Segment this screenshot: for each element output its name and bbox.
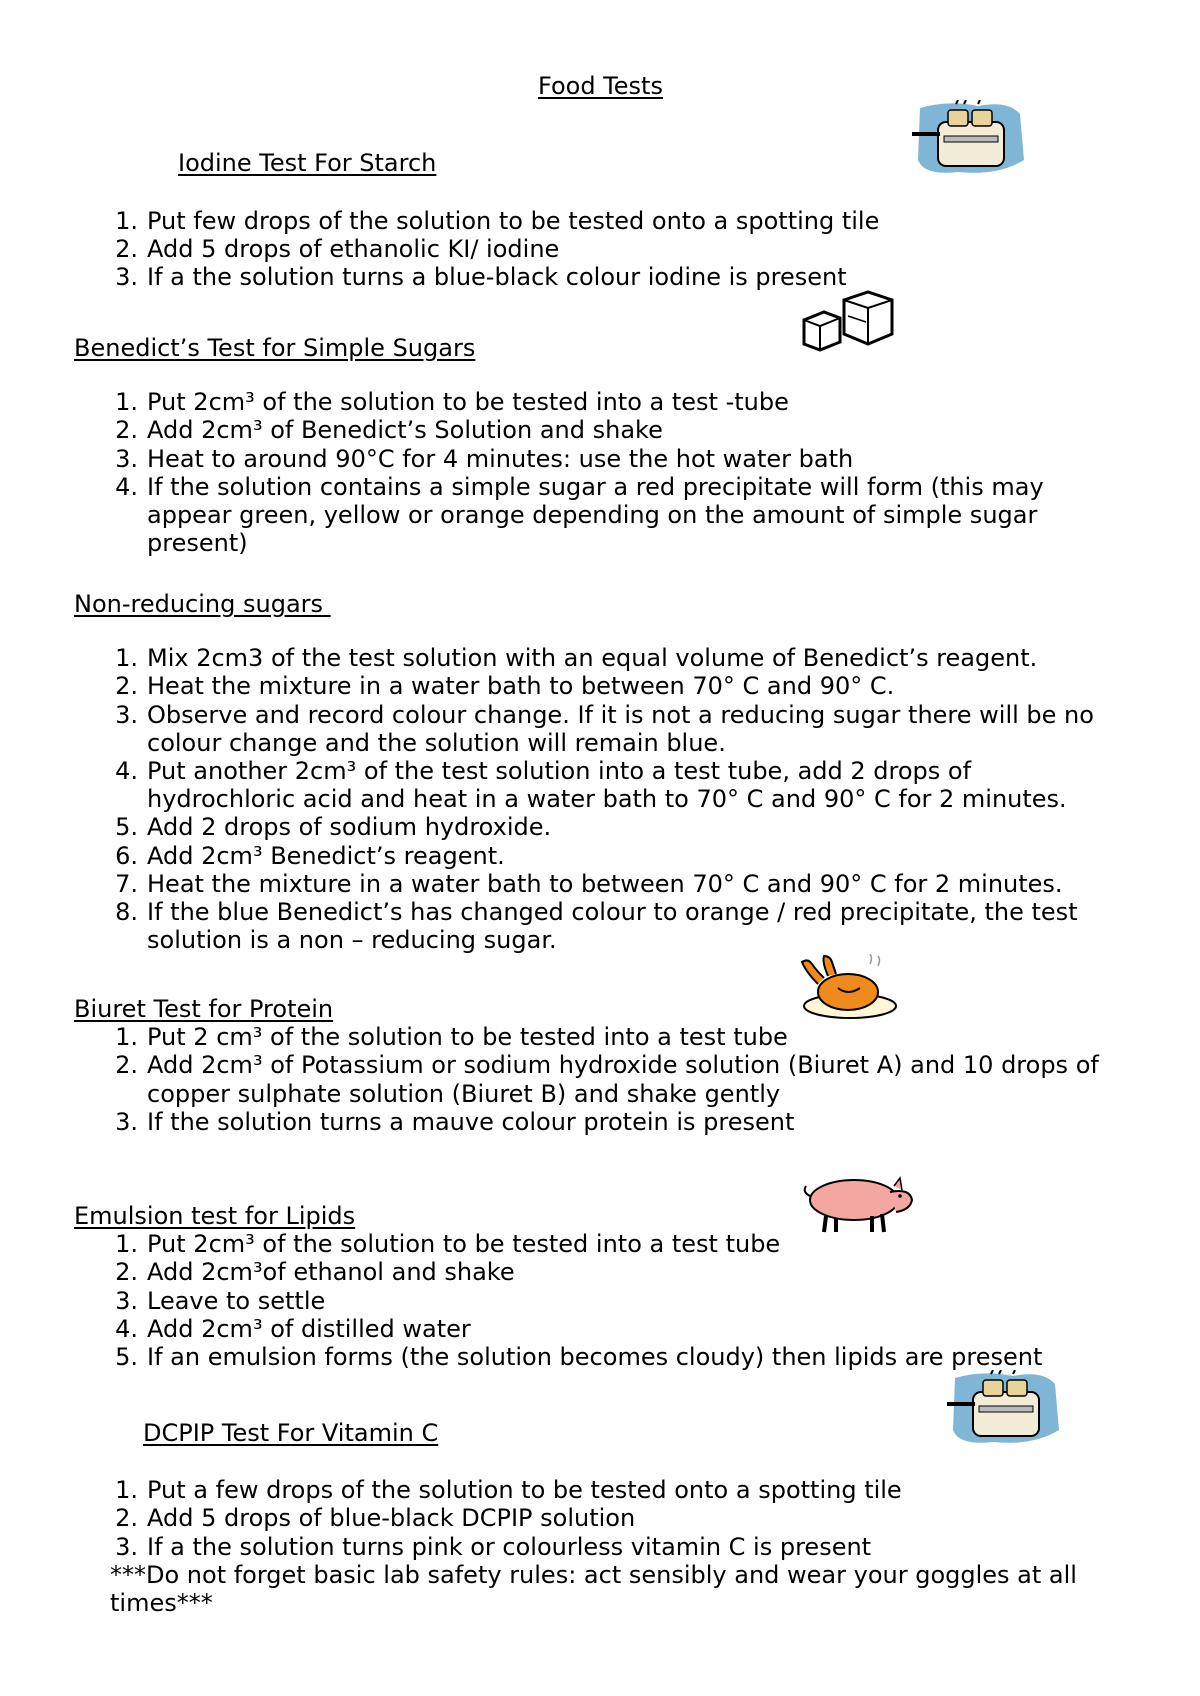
safety-note-continuation: times*** [110, 1589, 213, 1617]
page-title: Food Tests [538, 72, 663, 100]
benedict-heading: Benedict’s Test for Simple Sugars [74, 334, 476, 362]
biuret-heading: Biuret Test for Protein [74, 995, 334, 1023]
roast-chicken-clipart [798, 954, 898, 1020]
toaster-clipart [942, 1370, 1064, 1448]
pig-clipart [800, 1170, 918, 1236]
emulsion-heading: Emulsion test for Lipids [74, 1202, 356, 1230]
sugar-cubes-clipart [800, 290, 896, 358]
safety-note: ***Do not forget basic lab safety rules: act sensibly and wear your goggles at all [110, 1561, 1077, 1589]
iodine-heading: Iodine Test For Starch [178, 149, 437, 177]
toaster-clipart [908, 100, 1028, 178]
dcpip-heading: DCPIP Test For Vitamin C [143, 1419, 439, 1447]
nonreducing-heading: Non-reducing sugars [74, 590, 331, 618]
